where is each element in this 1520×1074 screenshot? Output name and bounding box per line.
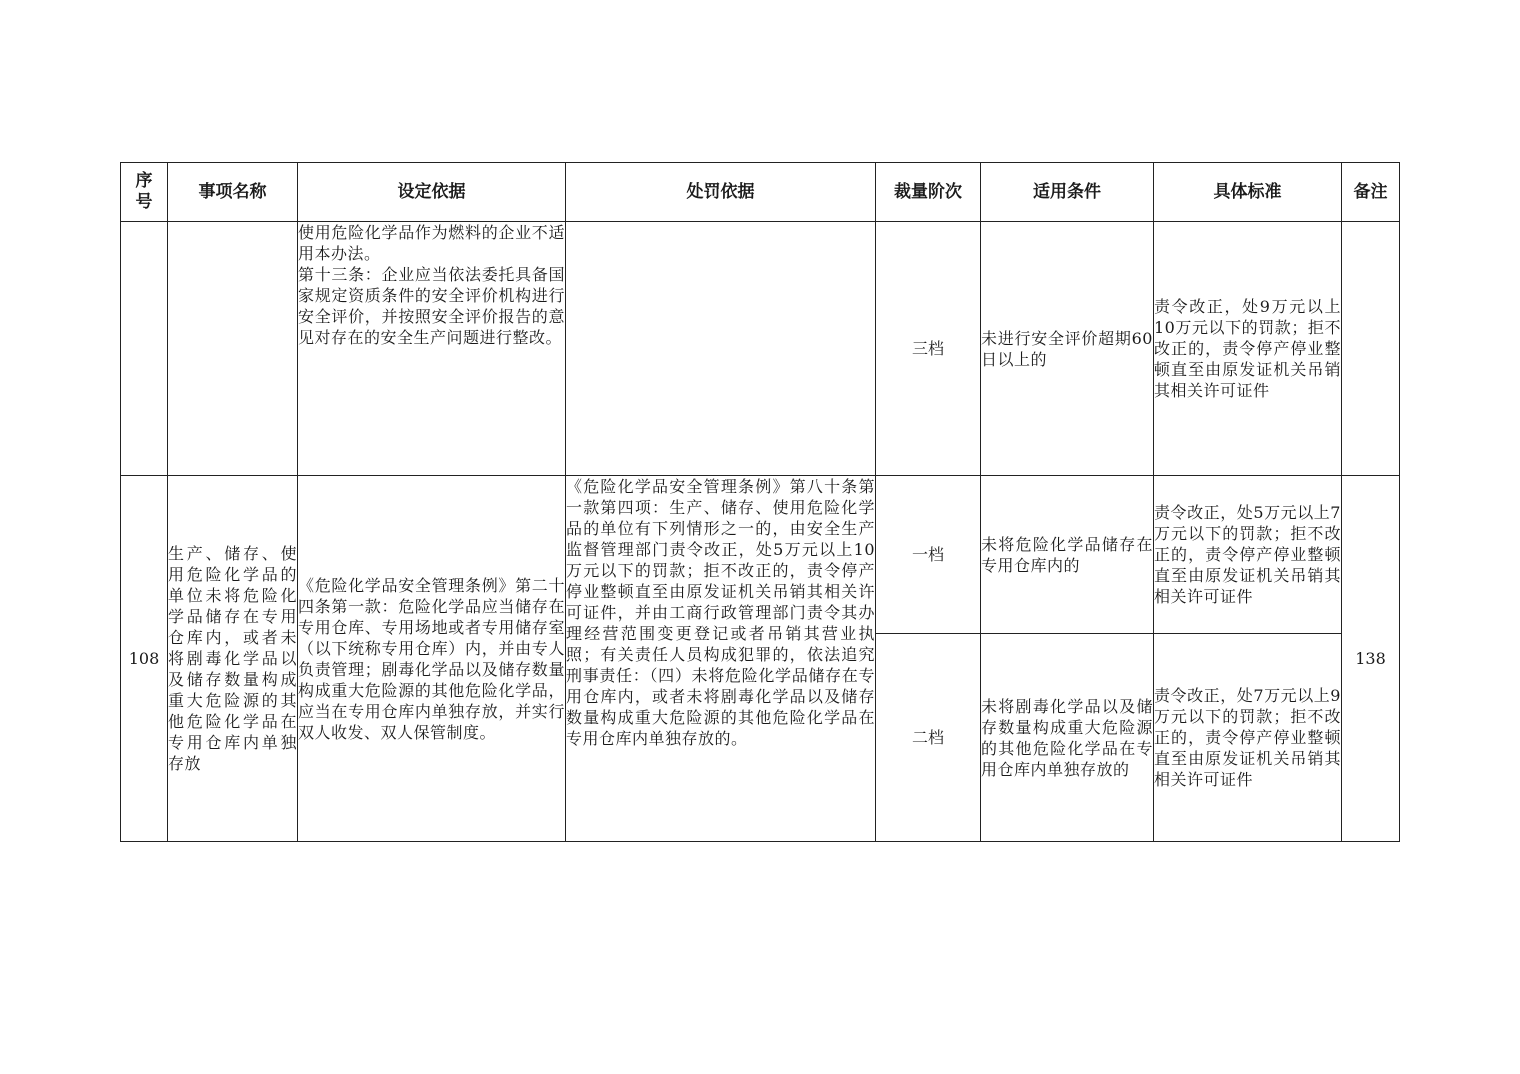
header-seq-line1: 序 xyxy=(135,171,153,191)
header-item-name: 事项名称 xyxy=(168,163,298,222)
cell-item-name-108: 生产、储存、使用危险化学品的单位未将危险化学品储存在专用仓库内，或者未将剧毒化学品以及储存数量构成重大危险源的其他危险化学品在专用仓库内单独存放 xyxy=(168,476,298,842)
header-row xyxy=(121,163,1400,222)
header-penalty-basis: 处罚依据 xyxy=(566,163,876,222)
header-standard: 具体标准 xyxy=(1154,163,1342,222)
cell-standard: 责令改正，处9万元以上10万元以下的罚款；拒不改正的，责令停产停业整顿直至由原发证机关吊销其相关许可证件 xyxy=(1154,222,1342,476)
cell-seq-108: 108 xyxy=(121,476,168,842)
cell-conditions: 未进行安全评价超期60日以上的 xyxy=(981,222,1154,476)
cell-discretion-level-108-1: 一档 xyxy=(876,476,981,634)
cell-conditions-108-2: 未将剧毒化学品以及储存数量构成重大危险源的其他危险化学品在专用仓库内单独存放的 xyxy=(981,634,1154,842)
cell-penalty-basis-108: 《危险化学品安全管理条例》第八十条第一款第四项：生产、储存、使用危险化学品的单位有下列情形之一的，由安全生产监督管理部门责令改正，处5万元以上10万元以下的罚款；拒不改正的，责令停产停业整顿直至由原发证机关吊销其相关许可证件，并由工商行政管理部门责令其办理经营范围变更登记或者吊销其营业执照；有关责任人员构成犯罪的，依法追究刑事责任：（四）未将危险化学品储存在专用仓库内，或者未将剧毒化学品以及储存数量构成重大危险源的其他危险化学品在专用仓库内单独存放的。 xyxy=(566,476,876,842)
cell-conditions-108-1: 未将危险化学品储存在专用仓库内的 xyxy=(981,476,1154,634)
cell-discretion-level: 三档 xyxy=(876,222,981,476)
cell-penalty-basis xyxy=(566,222,876,476)
header-remarks: 备注 xyxy=(1342,163,1400,222)
header-seq-line2: 号 xyxy=(135,192,153,212)
header-seq xyxy=(121,163,168,222)
cell-discretion-level-108-2: 二档 xyxy=(876,634,981,842)
header-discretion-level: 裁量阶次 xyxy=(876,163,981,222)
cell-item-name xyxy=(168,222,298,476)
cell-remarks-108: 138 xyxy=(1342,476,1400,842)
cell-legal-basis: 使用危险化学品作为燃料的企业不适用本办法。 第十三条：企业应当依法委托具备国家规定资质条件的安全评价机构进行安全评价，并按照安全评价报告的意见对存在的安全生产问题进行整改。 xyxy=(298,222,566,476)
cell-remarks xyxy=(1342,222,1400,476)
cell-standard-108-1: 责令改正，处5万元以上7万元以下的罚款；拒不改正的，责令停产停业整顿直至由原发证机关吊销其相关许可证件 xyxy=(1154,476,1342,634)
cell-seq xyxy=(121,222,168,476)
table-row-108-level1 xyxy=(121,476,1400,634)
cell-standard-108-2: 责令改正，处7万元以上9万元以下的罚款；拒不改正的，责令停产停业整顿直至由原发证机关吊销其相关许可证件 xyxy=(1154,634,1342,842)
cell-legal-basis-108: 《危险化学品安全管理条例》第二十四条第一款：危险化学品应当储存在专用仓库、专用场地或者专用储存室（以下统称专用仓库）内，并由专人负责管理；剧毒化学品以及储存数量构成重大危险源的其他危险化学品，应当在专用仓库内单独存放，并实行双人收发、双人保管制度。 xyxy=(298,476,566,842)
header-legal-basis: 设定依据 xyxy=(298,163,566,222)
regulation-table xyxy=(120,162,1400,842)
table-row-continuation xyxy=(121,222,1400,476)
header-conditions: 适用条件 xyxy=(981,163,1154,222)
